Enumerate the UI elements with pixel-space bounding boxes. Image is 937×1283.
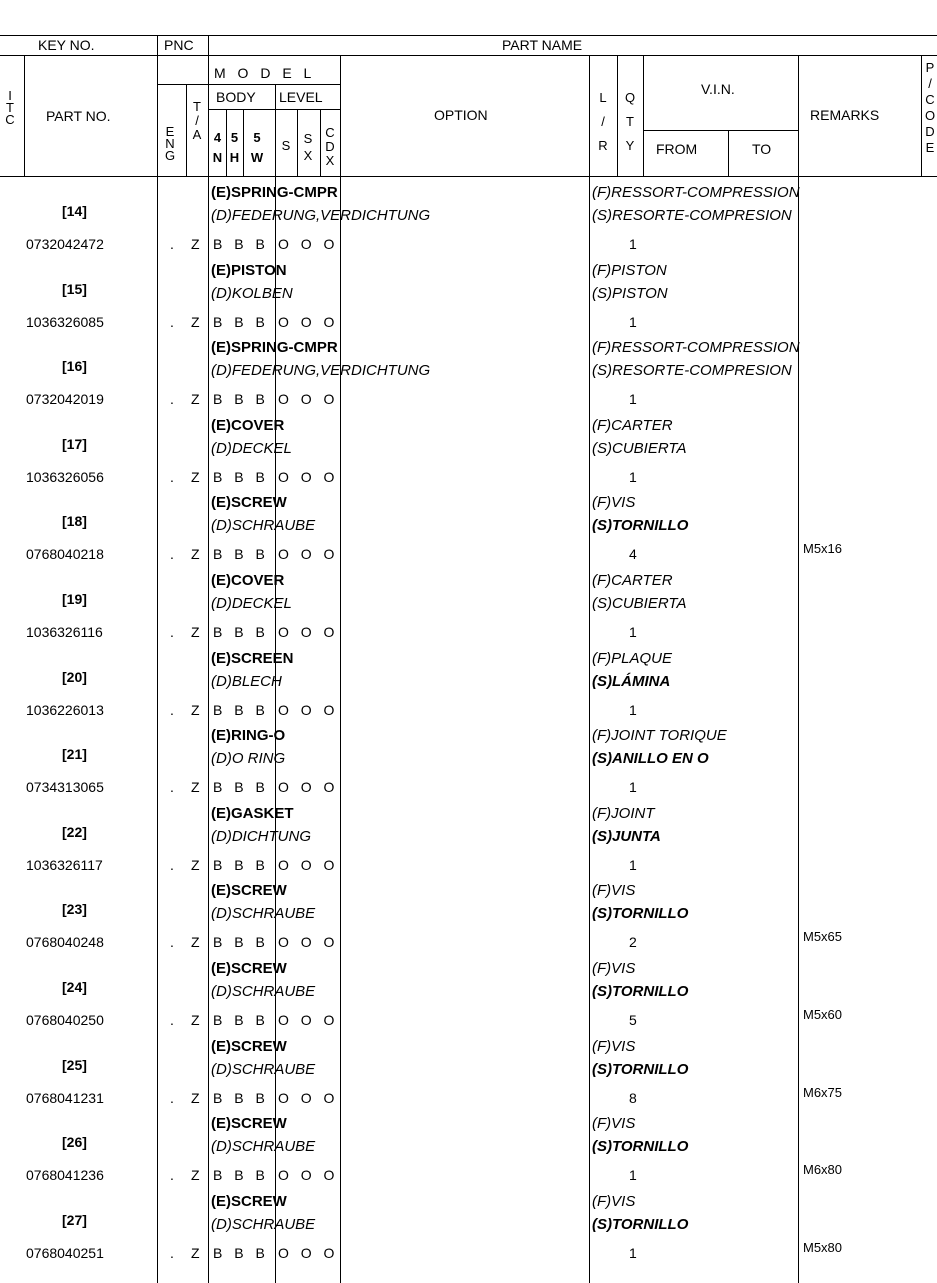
lr-char: R [598, 138, 608, 153]
part-number: 1036326116 [26, 624, 103, 640]
body-codes: B B B [213, 236, 269, 252]
part-name-fr: (F)RESSORT-COMPRESSION [592, 339, 800, 356]
eng-header [163, 126, 177, 162]
qty-char: Y [625, 138, 635, 153]
level-codes: O O O [278, 236, 339, 252]
header-bottom-rule [0, 176, 937, 177]
body-col-5w [244, 128, 270, 168]
level-col-s [277, 140, 295, 152]
ta-code: Z [191, 1090, 200, 1106]
remarks: M5x16 [803, 541, 843, 556]
eng-code: . [170, 391, 174, 407]
ta-code: Z [191, 1012, 200, 1028]
part-name-fr: (F)PISTON [592, 262, 667, 279]
key-number: [16] [62, 358, 87, 374]
part-name-es: (S)TORNILLO [592, 983, 689, 1000]
col-pcode-rule [921, 55, 922, 176]
key-number: [26] [62, 1134, 87, 1150]
pcode-char: O [924, 108, 936, 123]
body-codes: B B B [213, 934, 269, 950]
vin-from-header: FROM [656, 141, 698, 157]
key-number: [22] [62, 824, 87, 840]
level-codes: O O O [278, 934, 339, 950]
quantity: 8 [629, 1090, 637, 1106]
eng-code: . [170, 1090, 174, 1106]
ta-code: Z [191, 236, 200, 252]
body-col-char: 4 [213, 130, 222, 145]
eng-code: . [170, 314, 174, 330]
body-col-5h [227, 128, 242, 168]
ta-code: Z [191, 779, 200, 795]
qty-header [623, 86, 637, 158]
part-number: 0768041236 [26, 1167, 104, 1183]
eng-code: . [170, 779, 174, 795]
part-name-fr: (F)PLAQUE [592, 650, 673, 667]
model-header: M O D E L [214, 65, 316, 81]
body-codes: B B B [213, 1012, 269, 1028]
remarks: M5x65 [803, 929, 843, 944]
remarks: M6x75 [803, 1085, 843, 1100]
col-level2-rule [297, 109, 298, 176]
col-lr-rule [589, 55, 590, 1283]
pcode-char: / [928, 76, 932, 91]
quantity: 1 [629, 857, 637, 873]
ta-code: Z [191, 1245, 200, 1261]
remarks: M5x60 [803, 1007, 843, 1022]
key-number: [23] [62, 901, 87, 917]
pcode-header [923, 60, 937, 156]
key-number: [17] [62, 436, 87, 452]
part-name-fr: (F)VIS [592, 960, 636, 977]
part-name-es: (S)LÁMINA [592, 673, 671, 690]
part-name-de: (D)DECKEL [211, 595, 292, 612]
eng-code: . [170, 934, 174, 950]
ta-code: Z [191, 702, 200, 718]
part-number: 1036326056 [26, 469, 104, 485]
part-name-fr: (F)VIS [592, 1038, 636, 1055]
level-codes: O O O [278, 469, 339, 485]
part-name-en: (E)SPRING-CMPR [211, 339, 338, 356]
col-to-rule [728, 130, 729, 176]
level-codes: O O O [278, 779, 339, 795]
col-ta-rule [186, 84, 187, 176]
part-name-es: (S)RESORTE-COMPRESION [592, 362, 792, 379]
level-codes: O O O [278, 546, 339, 562]
part-name-de: (D)FEDERUNG,VERDICHTUNG [211, 362, 431, 379]
quantity: 2 [629, 934, 637, 950]
col-itc-rule [24, 55, 25, 176]
lr-char: L [599, 90, 607, 105]
part-name-en: (E)SCREW [211, 1193, 287, 1210]
eng-code: . [170, 857, 174, 873]
ta-code: Z [191, 857, 200, 873]
level-codes: O O O [278, 624, 339, 640]
vin-rule [643, 130, 798, 131]
part-name-de: (D)BLECH [211, 673, 282, 690]
key-number: [25] [62, 1057, 87, 1073]
part-name-es: (S)JUNTA [592, 828, 661, 845]
part-name-fr: (F)VIS [592, 1193, 636, 1210]
key-no-header: KEY NO. [38, 37, 95, 53]
ta-char: / [195, 113, 199, 128]
part-name-en: (E)GASKET [211, 805, 294, 822]
key-number: [24] [62, 979, 87, 995]
eng-code: . [170, 624, 174, 640]
col-remarks-rule [798, 55, 799, 1283]
part-name-en: (E)SCREW [211, 960, 287, 977]
body-codes: B B B [213, 469, 269, 485]
key-number: [14] [62, 203, 87, 219]
part-name-de: (D)SCHRAUBE [211, 1138, 316, 1155]
level-col-char: C [325, 125, 335, 140]
quantity: 1 [629, 314, 637, 330]
part-number: 0732042472 [26, 236, 104, 252]
part-name-es: (S)TORNILLO [592, 1216, 689, 1233]
level-col-cdx [321, 126, 339, 168]
level-col-char: X [325, 153, 335, 168]
key-number: [27] [62, 1212, 87, 1228]
pcode-char: D [925, 124, 935, 139]
quantity: 5 [629, 1012, 637, 1028]
part-name-fr: (F)JOINT TORIQUE [592, 727, 727, 744]
part-name-en: (E)SCREW [211, 882, 287, 899]
ta-code: Z [191, 546, 200, 562]
part-name-de: (D)DICHTUNG [211, 828, 311, 845]
part-name-en: (E)SPRING-CMPR [211, 184, 338, 201]
part-name-es: (S)RESORTE-COMPRESION [592, 207, 792, 224]
quantity: 1 [629, 469, 637, 485]
part-name-en: (E)COVER [211, 572, 285, 589]
body-codes: B B B [213, 624, 269, 640]
body-col-char: N [212, 150, 223, 165]
part-number: 0768040218 [26, 546, 104, 562]
body-header: BODY [216, 89, 256, 105]
model-rule [157, 84, 340, 85]
ta-code: Z [191, 934, 200, 950]
part-name-de: (D)SCHRAUBE [211, 1061, 316, 1078]
vin-header: V.I.N. [701, 81, 735, 97]
level-col-char: S [281, 138, 291, 153]
quantity: 1 [629, 1245, 637, 1261]
lr-header [596, 86, 610, 158]
part-name-de: (D)O RING [211, 750, 286, 767]
level-codes: O O O [278, 1167, 339, 1183]
part-name-fr: (F)RESSORT-COMPRESSION [592, 184, 800, 201]
itc-char: C [5, 112, 15, 127]
quantity: 4 [629, 546, 637, 562]
eng-code: . [170, 236, 174, 252]
level-codes: O O O [278, 314, 339, 330]
ta-code: Z [191, 391, 200, 407]
part-name-es: (S)TORNILLO [592, 905, 689, 922]
qty-char: Q [624, 90, 636, 105]
pcode-char: E [925, 140, 935, 155]
col-qty-rule [617, 55, 618, 176]
ta-char: A [192, 127, 202, 142]
part-name-fr: (F)VIS [592, 494, 636, 511]
part-no-header: PART NO. [46, 108, 111, 124]
body-codes: B B B [213, 702, 269, 718]
itc-char: I [8, 88, 12, 103]
part-number: 1036226013 [26, 702, 104, 718]
body-col-char: W [250, 150, 264, 165]
ta-header [190, 100, 204, 142]
header-top-rule [0, 35, 937, 36]
part-number: 0734313065 [26, 779, 104, 795]
qty-char: T [626, 114, 634, 129]
part-name-de: (D)KOLBEN [211, 285, 293, 302]
part-name-fr: (F)VIS [592, 1115, 636, 1132]
ta-code: Z [191, 314, 200, 330]
body-col-char: 5 [230, 130, 239, 145]
part-number: 0768040250 [26, 1012, 104, 1028]
level-header: LEVEL [279, 89, 323, 105]
remarks: M6x80 [803, 1162, 843, 1177]
quantity: 1 [629, 702, 637, 718]
key-number: [19] [62, 591, 87, 607]
level-codes: O O O [278, 702, 339, 718]
remarks: M5x80 [803, 1240, 843, 1255]
vin-to-header: TO [752, 141, 772, 157]
quantity: 1 [629, 236, 637, 252]
part-name-en: (E)SCREEN [211, 650, 294, 667]
part-name-header: PART NAME [502, 37, 583, 53]
ta-code: Z [191, 469, 200, 485]
key-number: [20] [62, 669, 87, 685]
level-col-sx [299, 130, 317, 164]
itc-header [3, 90, 17, 126]
quantity: 1 [629, 779, 637, 795]
part-name-es: (S)ANILLO EN O [592, 750, 709, 767]
part-name-es: (S)TORNILLO [592, 517, 689, 534]
body-col-char: H [229, 150, 240, 165]
part-number: 0732042019 [26, 391, 104, 407]
part-name-en: (E)SCREW [211, 1038, 287, 1055]
level-codes: O O O [278, 1090, 339, 1106]
level-col-char: D [325, 139, 335, 154]
body-col-char: 5 [253, 130, 261, 145]
body-codes: B B B [213, 314, 269, 330]
part-name-de: (D)SCHRAUBE [211, 983, 316, 1000]
part-name-de: (D)SCHRAUBE [211, 517, 316, 534]
part-number: 0768040251 [26, 1245, 104, 1261]
part-name-en: (E)COVER [211, 417, 285, 434]
body-codes: B B B [213, 391, 269, 407]
level-col-char: X [303, 148, 313, 163]
part-name-de: (D)SCHRAUBE [211, 905, 316, 922]
col-pnc-rule [157, 35, 158, 1283]
body-codes: B B B [213, 546, 269, 562]
part-name-de: (D)FEDERUNG,VERDICHTUNG [211, 207, 431, 224]
key-number: [15] [62, 281, 87, 297]
body-codes: B B B [213, 779, 269, 795]
eng-code: . [170, 702, 174, 718]
pnc-header: PNC [164, 37, 194, 53]
eng-char: N [165, 136, 175, 151]
body-col-4n [210, 128, 225, 168]
eng-code: . [170, 546, 174, 562]
part-name-es: (S)PISTON [592, 285, 668, 302]
eng-char: E [165, 124, 175, 139]
col-body-rule [208, 35, 209, 1283]
lr-char: / [601, 114, 605, 129]
ta-code: Z [191, 1167, 200, 1183]
level-codes: O O O [278, 1245, 339, 1261]
part-number: 1036326117 [26, 857, 103, 873]
level-codes: O O O [278, 1012, 339, 1028]
col-option-rule [340, 55, 341, 1283]
eng-code: . [170, 1167, 174, 1183]
itc-char: T [6, 100, 14, 115]
col-vin-rule [643, 55, 644, 176]
part-name-en: (E)PISTON [211, 262, 287, 279]
part-number: 1036326085 [26, 314, 104, 330]
eng-code: . [170, 469, 174, 485]
part-number: 0768041231 [26, 1090, 104, 1106]
body-codes: B B B [213, 1245, 269, 1261]
body-codes: B B B [213, 857, 269, 873]
eng-char: G [164, 148, 176, 163]
ta-code: Z [191, 624, 200, 640]
part-number: 0768040248 [26, 934, 104, 950]
part-name-de: (D)SCHRAUBE [211, 1216, 316, 1233]
part-name-es: (S)CUBIERTA [592, 595, 687, 612]
part-name-fr: (F)VIS [592, 882, 636, 899]
eng-code: . [170, 1012, 174, 1028]
header-row1-rule [0, 55, 937, 56]
quantity: 1 [629, 1167, 637, 1183]
part-name-fr: (F)JOINT [592, 805, 655, 822]
body-codes: B B B [213, 1090, 269, 1106]
pcode-char: C [925, 92, 935, 107]
level-col-char: S [303, 131, 313, 146]
pcode-char: P [925, 60, 935, 75]
quantity: 1 [629, 624, 637, 640]
body-codes: B B B [213, 1167, 269, 1183]
eng-code: . [170, 1245, 174, 1261]
part-name-en: (E)SCREW [211, 1115, 287, 1132]
level-codes: O O O [278, 857, 339, 873]
part-name-de: (D)DECKEL [211, 440, 292, 457]
part-name-es: (S)CUBIERTA [592, 440, 687, 457]
key-number: [18] [62, 513, 87, 529]
key-number: [21] [62, 746, 87, 762]
part-name-es: (S)TORNILLO [592, 1138, 689, 1155]
part-name-es: (S)TORNILLO [592, 1061, 689, 1078]
part-name-fr: (F)CARTER [592, 572, 673, 589]
option-header: OPTION [434, 107, 488, 123]
remarks-header: REMARKS [810, 107, 880, 123]
part-name-fr: (F)CARTER [592, 417, 673, 434]
part-name-en: (E)SCREW [211, 494, 287, 511]
level-codes: O O O [278, 391, 339, 407]
quantity: 1 [629, 391, 637, 407]
ta-char: T [193, 99, 201, 114]
part-name-en: (E)RING-O [211, 727, 286, 744]
